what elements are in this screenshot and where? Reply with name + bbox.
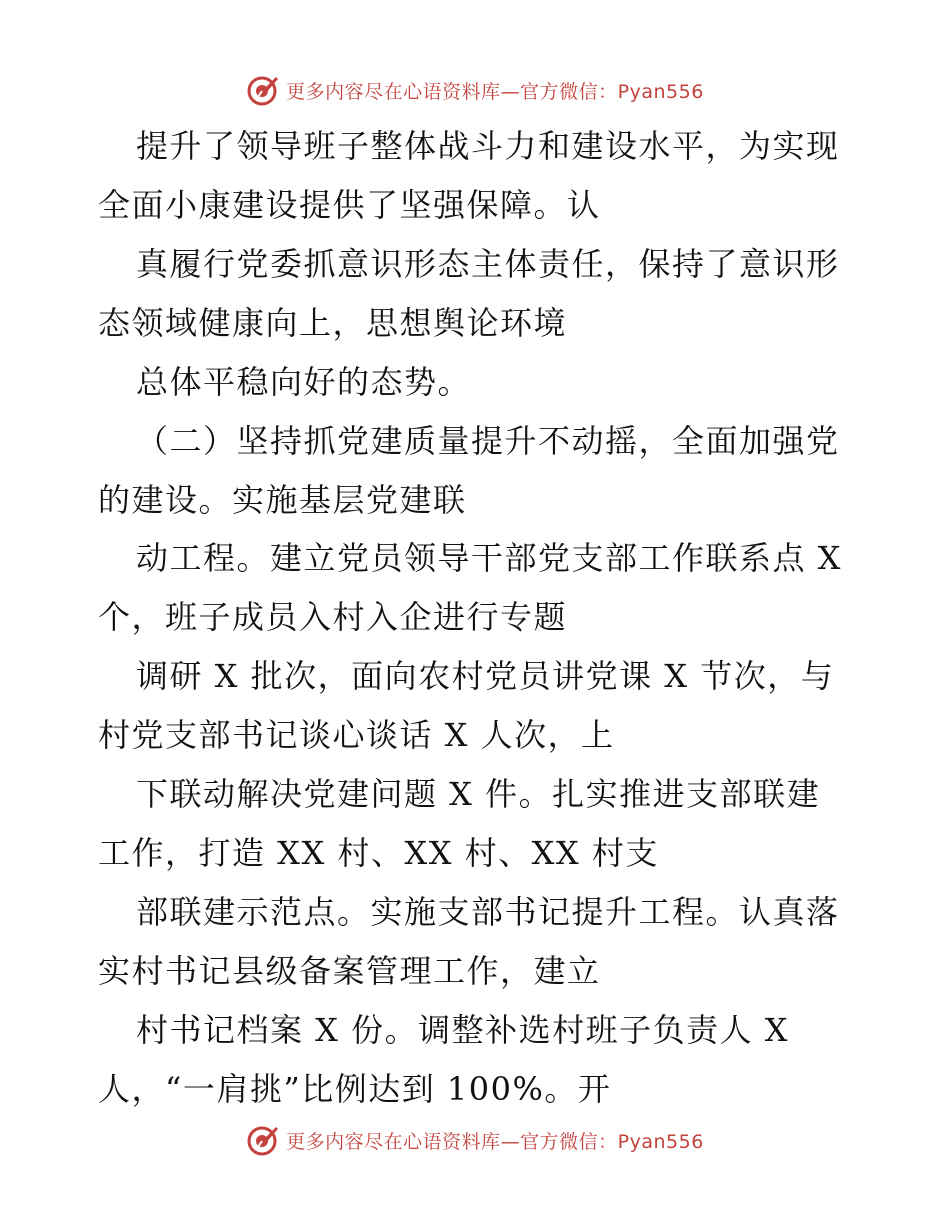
text-line: 村党支部书记谈心谈话 X 人次，上	[98, 716, 615, 754]
pen-nib-logo-icon	[246, 1123, 280, 1157]
footer-watermark	[0, 1120, 950, 1160]
text-line: 提升了领导班子整体战斗力和建设水平，为实现	[136, 127, 840, 165]
text-line: 部联建示范点。实施支部书记提升工程。认真落	[136, 893, 840, 931]
text-line: 动工程。建立党员领导干部党支部工作联系点 X	[136, 539, 842, 577]
text-line: 的建设。实施基层党建联	[98, 481, 467, 519]
text-line: 实村书记县级备案管理工作，建立	[98, 952, 601, 990]
text-line: 工作，打造 XX 村、XX 村、XX 村支	[98, 834, 659, 872]
text-line: 态领域健康向上，思想舆论环境	[98, 304, 568, 342]
text-line: 调研 X 批次，面向农村党员讲党课 X 节次，与	[136, 657, 835, 695]
text-line: 村书记档案 X 份。调整补选村班子负责人 X	[136, 1011, 790, 1049]
watermark-text: 更多内容尽在心语资料库—官方微信：Pyan556	[286, 80, 704, 103]
section-heading-line: （二）坚持抓党建质量提升不动摇，全面加强党	[136, 422, 840, 460]
text-line: 总体平稳向好的态势。	[136, 363, 472, 401]
text-line: 人，“一肩挑”比例达到 100%。开	[98, 1070, 612, 1108]
text-line: 个，班子成员入村入企进行专题	[98, 598, 568, 636]
text-line: 下联动解决党建问题 X 件。扎实推进支部联建	[136, 775, 821, 813]
text-line: 真履行党委抓意识形态主体责任，保持了意识形	[136, 245, 840, 283]
text-line: 全面小康建设提供了坚强保障。认	[98, 186, 601, 224]
watermark-text: 更多内容尽在心语资料库—官方微信：Pyan556	[286, 1130, 704, 1153]
